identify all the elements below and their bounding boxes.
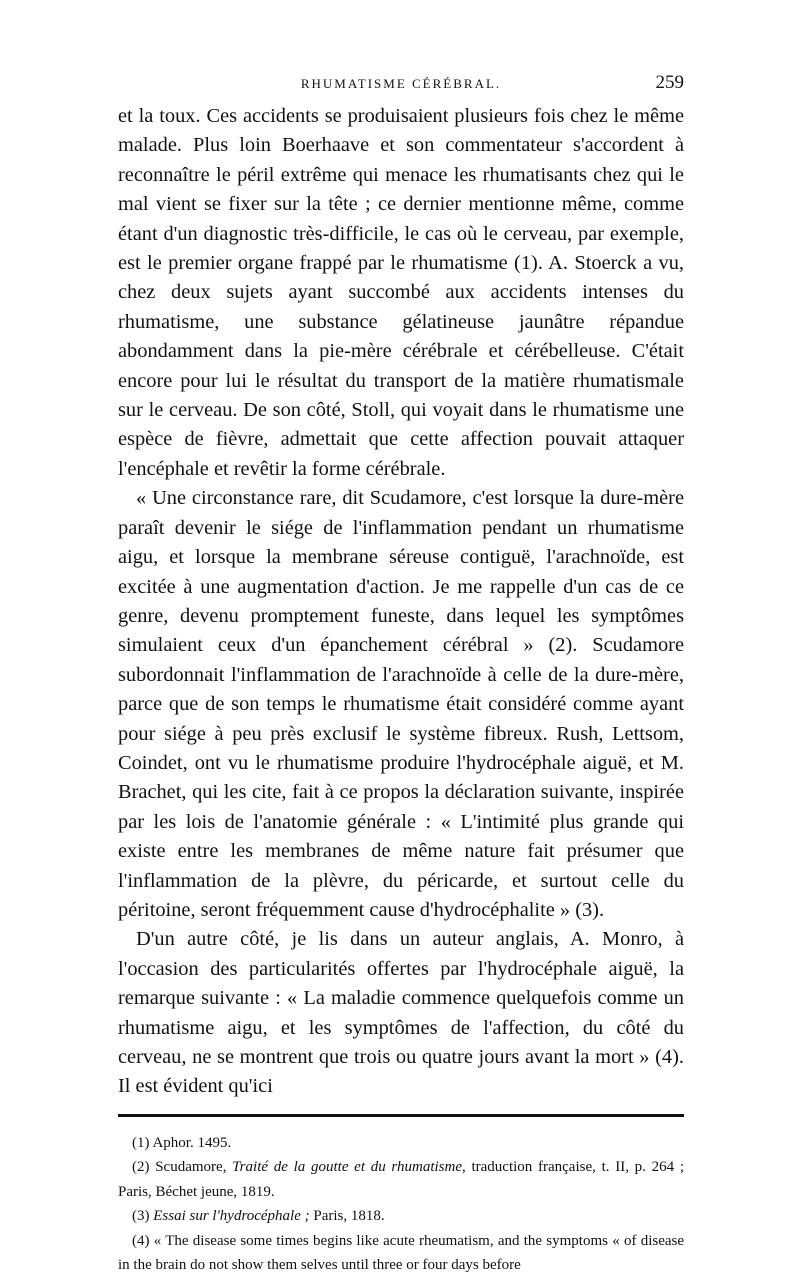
footnote-reference: , traduction française, t. II, p. 264 ; Paris, Béchet jeune, 1819. — [118, 1159, 685, 1200]
footnote-divider — [118, 1114, 684, 1117]
footnote-text: « The disease some times begins like acute rheumatism, and the symptoms « of disease in the brain do not show them selves until three or four days before — [118, 1232, 685, 1274]
footnote-4 — [118, 1229, 684, 1278]
footnote-title: Traité de la goutte et du rhumatisme — [232, 1159, 462, 1176]
page-header — [118, 70, 684, 98]
footnote-reference: Paris, 1818. — [309, 1208, 385, 1225]
footnote-author: Scudamore, — [155, 1159, 233, 1176]
footnote-2 — [118, 1155, 684, 1204]
footnote-text: Aphor. 1495. — [152, 1134, 232, 1151]
footnote-number: (1) — [132, 1134, 150, 1151]
paragraph-2: « Une circonstance rare, dit Scudamore, c'est lorsque la dure-mère paraît devenir le siége de l'inflammation pendant un rhumatisme aigu, et lorsque la membrane séreuse contiguë, l'arachnoïde, est excitée à une augmentation d'action. Je me rappelle d'un cas de ce genre, devenu promptement funeste, dans lequel les symptômes simulaient ceux d'un épanchement cérébral » (2). Scudamore subordonnait l'inflammation de l'arachnoïde à celle de la dure-mère, parce que de son temps le rhumatisme était considéré comme ayant pour siége à peu près exclusif le système fibreux. Rush, Lettsom, Coindet, ont vu le rhumatisme produire l'hydrocéphale aiguë, et M. Brachet, qui les cite, fait à ce propos la déclaration suivante, inspirée par les lois de l'anatomie générale : « L'intimité plus grande qui existe entre les membranes de même nature fait présumer que l'inflammation de la plèvre, du péricarde, et surtout celle du péritoine, seront fréquemment cause d'hydrocéphalite » (3). — [118, 487, 684, 921]
footnote-number: (4) — [132, 1232, 150, 1249]
footnote-title: Essai sur l'hydrocéphale ; — [153, 1208, 310, 1225]
running-title: RHUMATISME CÉRÉBRAL. — [300, 76, 502, 91]
footnote-1 — [118, 1131, 684, 1156]
paragraph-1: et la toux. Ces accidents se produisaient plusieurs fois chez le même malade. Plus loin Boerhaave et son commentateur s'accordent à reconnaître le péril extrême qui menace les rhumatisants chez qui le mal vient se fixer sur la tête ; ce dernier mentionne même, comme étant d'un diagnostic très-difficile, le cas où le cerveau, par exemple, est le premier organe frappé par le rhumatisme (1). A. Stoerck a vu, chez deux sujets ayant succombé aux accidents intenses du rhumatisme, une substance gélatineuse jaunâtre répandue abondamment dans la pie-mère cérébrale et cérébelleuse. C'était encore pour lui le résultat du transport de la matière rhumatismale sur le cerveau. De son côté, Stoll, qui voyait dans le rhumatisme une espèce de fièvre, admettait que cette affection pouvait attaquer l'encéphale et revêtir la forme cérébrale. — [118, 105, 684, 480]
footnote-number: (2) — [132, 1159, 150, 1176]
paragraph-3: D'un autre côté, je lis dans un auteur anglais, A. Monro, à l'occasion des particularités offertes par l'hydrocéphale aiguë, la remarque suivante : « La maladie commence quelquefois comme un rhumatisme aigu, et les symptômes de l'affection, du côté du cerveau, ne se montrent que trois ou quatre jours avant la mort » (4). Il est évident qu'ici — [118, 928, 684, 1098]
footnote-number: (3) — [132, 1208, 150, 1225]
book-page — [118, 70, 684, 1278]
page-number: 259 — [655, 72, 684, 93]
body-text — [118, 102, 684, 1102]
footnotes — [118, 1131, 684, 1278]
footnote-3 — [118, 1204, 684, 1229]
